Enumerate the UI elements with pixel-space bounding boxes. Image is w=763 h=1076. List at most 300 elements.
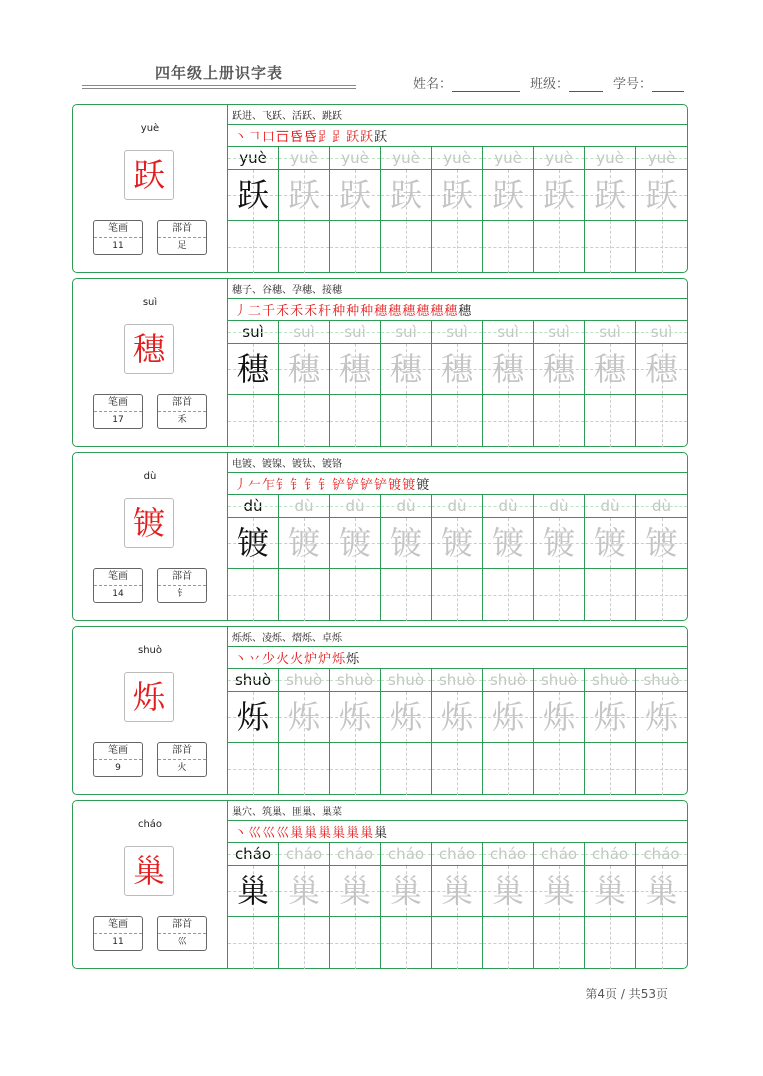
character-info (73, 105, 227, 272)
practice-column (636, 669, 687, 795)
stroke-step: 钅 (304, 478, 319, 493)
hanzi-cell[interactable] (636, 866, 687, 917)
stroke-step: 二 (248, 304, 263, 319)
pinyin-text: yuè (443, 149, 471, 167)
pinyin-cell[interactable] (483, 669, 533, 692)
hanzi-text: 穗 (440, 350, 473, 388)
blank-writing-cell[interactable] (534, 917, 584, 969)
pinyin-text: yuè (596, 149, 624, 167)
pinyin-cell[interactable] (330, 147, 380, 170)
stroke-count-label: 笔画 (94, 395, 142, 412)
blank-writing-cell[interactable] (330, 395, 380, 447)
hanzi-text: 跃 (593, 176, 626, 214)
pinyin-text: dù (294, 497, 314, 515)
stroke-order-row (228, 124, 688, 145)
stroke-order-row (228, 298, 688, 319)
hanzi-cell[interactable] (228, 170, 278, 221)
stroke-step: 炉 (318, 652, 333, 667)
stroke-step: 巢 (332, 826, 347, 841)
stroke-step: 钅 (290, 478, 305, 493)
pinyin-text: yuè (290, 149, 318, 167)
blank-writing-cell[interactable] (381, 221, 431, 273)
practice-column (483, 321, 534, 447)
hanzi-text: 镀 (542, 524, 575, 562)
pinyin-text: dù (243, 497, 263, 515)
radical-label: 部首 (158, 743, 206, 760)
pinyin-text: dù (447, 497, 467, 515)
hanzi-text: 巢 (338, 872, 371, 910)
hanzi-cell[interactable] (585, 692, 635, 743)
hanzi-cell[interactable] (636, 344, 687, 395)
character-card (72, 278, 688, 447)
pinyin-text: suì (548, 323, 570, 341)
pinyin-cell[interactable] (585, 669, 635, 692)
stroke-step: 丷 (248, 652, 263, 667)
pinyin-cell[interactable] (483, 147, 533, 170)
pinyin-cell[interactable] (330, 495, 380, 518)
blank-writing-cell[interactable] (534, 221, 584, 273)
blank-writing-cell[interactable] (381, 569, 431, 621)
stroke-step: 𠯑 (304, 130, 319, 145)
hanzi-cell[interactable] (279, 170, 329, 221)
pinyin-text: shuò (234, 671, 271, 689)
hanzi-text: 烁 (593, 698, 626, 736)
hanzi-cell[interactable] (279, 344, 329, 395)
blank-writing-cell[interactable] (585, 395, 635, 447)
stroke-step: 铲 (332, 478, 347, 493)
hanzi-cell[interactable] (585, 344, 635, 395)
pinyin-cell[interactable] (636, 843, 687, 866)
stroke-step: 穗 (388, 304, 403, 319)
hanzi-cell[interactable] (483, 344, 533, 395)
practice-column (279, 321, 330, 447)
stroke-order-row (228, 646, 688, 667)
blank-writing-cell[interactable] (432, 917, 482, 969)
stroke-step: 钅 (318, 478, 333, 493)
blank-writing-cell[interactable] (228, 569, 278, 621)
pinyin-text: yuè (341, 149, 369, 167)
radical-label: 部首 (158, 395, 206, 412)
blank-writing-cell[interactable] (585, 221, 635, 273)
hanzi-cell[interactable] (381, 692, 431, 743)
stroke-step: 巢 (290, 826, 305, 841)
pinyin-cell[interactable] (585, 843, 635, 866)
stroke-step: 穗 (374, 304, 389, 319)
blank-writing-cell[interactable] (483, 743, 533, 795)
stroke-step: 跃 (374, 130, 389, 145)
stroke-step: 镀 (416, 478, 431, 493)
practice-column (585, 669, 636, 795)
pinyin-cell[interactable] (534, 669, 584, 692)
practice-column (330, 843, 381, 969)
pinyin-cell[interactable] (381, 495, 431, 518)
blank-writing-cell[interactable] (228, 743, 278, 795)
stroke-step: 穗 (416, 304, 431, 319)
hanzi-cell[interactable] (432, 866, 482, 917)
blank-writing-cell[interactable] (381, 395, 431, 447)
stroke-step: 禾 (290, 304, 305, 319)
pinyin-cell[interactable] (381, 843, 431, 866)
hanzi-cell[interactable] (483, 692, 533, 743)
stroke-step: 𧾷 (318, 130, 333, 145)
pinyin-cell[interactable] (381, 321, 431, 344)
blank-writing-cell[interactable] (279, 569, 329, 621)
stroke-step: 镀 (402, 478, 417, 493)
stroke-step: 铲 (346, 478, 361, 493)
pinyin-text: dù (651, 497, 672, 515)
hanzi-cell[interactable] (636, 170, 687, 221)
class-blank[interactable] (569, 79, 603, 92)
hanzi-text: 穗 (593, 350, 626, 388)
radical-value: 火 (177, 763, 187, 773)
practice-grid (228, 842, 688, 969)
hanzi-text: 巢 (645, 872, 678, 910)
pinyin-cell[interactable] (279, 843, 329, 866)
blank-writing-cell[interactable] (432, 221, 482, 273)
practice-column (279, 669, 330, 795)
hanzi-text: 镀 (593, 524, 626, 562)
character-card (72, 104, 688, 273)
pinyin-cell[interactable] (636, 147, 687, 170)
stroke-step: 烁 (332, 652, 347, 667)
hanzi-cell[interactable] (381, 866, 431, 917)
stroke-step: 巛 (262, 826, 277, 841)
pinyin-cell[interactable] (636, 495, 687, 518)
character-pinyin: yuè (140, 123, 160, 134)
hanzi-text: 镀 (440, 524, 473, 562)
hanzi-text: 穗 (645, 350, 678, 388)
hanzi-text: 跃 (236, 176, 269, 214)
example-words: 穗子、谷穗、孕穗、接穗 (232, 285, 342, 296)
hanzi-cell[interactable] (483, 866, 533, 917)
blank-writing-cell[interactable] (636, 917, 687, 969)
hanzi-cell[interactable] (330, 692, 380, 743)
blank-writing-cell[interactable] (483, 395, 533, 447)
pinyin-cell[interactable] (534, 147, 584, 170)
blank-writing-cell[interactable] (432, 743, 482, 795)
hanzi-cell[interactable] (279, 866, 329, 917)
character-card (72, 452, 688, 621)
radical-box (157, 394, 207, 429)
title-underline (82, 85, 356, 86)
pinyin-cell[interactable] (585, 147, 635, 170)
practice-grid (228, 146, 688, 273)
blank-writing-cell[interactable] (636, 569, 687, 621)
hanzi-cell[interactable] (585, 170, 635, 221)
blank-writing-cell[interactable] (381, 917, 431, 969)
pinyin-cell[interactable] (585, 495, 635, 518)
hanzi-cell[interactable] (381, 518, 431, 569)
blank-writing-cell[interactable] (585, 569, 635, 621)
practice-column (381, 147, 432, 273)
hanzi-cell[interactable] (228, 866, 278, 917)
radical-value: 足 (177, 241, 187, 251)
pinyin-text: shuò (285, 671, 322, 689)
hanzi-cell[interactable] (432, 170, 482, 221)
pinyin-text: suì (344, 323, 366, 341)
stroke-order (234, 474, 430, 493)
hanzi-cell[interactable] (381, 170, 431, 221)
pinyin-cell[interactable] (534, 495, 584, 518)
practice-column (228, 843, 279, 969)
practice-column (483, 495, 534, 621)
hanzi-cell[interactable] (534, 866, 584, 917)
stroke-order (234, 300, 472, 319)
blank-writing-cell[interactable] (330, 569, 380, 621)
radical-value: 禾 (177, 415, 187, 425)
blank-writing-cell[interactable] (585, 917, 635, 969)
blank-writing-cell[interactable] (279, 743, 329, 795)
class-field[interactable] (530, 73, 603, 92)
practice-column (381, 495, 432, 621)
blank-writing-cell[interactable] (279, 221, 329, 273)
practice-column (636, 495, 687, 621)
radical-label: 部首 (158, 569, 206, 586)
hanzi-text: 巢 (287, 872, 320, 910)
stroke-step: 穗 (430, 304, 445, 319)
blank-writing-cell[interactable] (483, 569, 533, 621)
pinyin-cell[interactable] (279, 495, 329, 518)
hanzi-text: 穗 (236, 350, 269, 388)
practice-column (432, 843, 483, 969)
pinyin-cell[interactable] (279, 669, 329, 692)
pinyin-text: yuè (647, 149, 676, 167)
stroke-order-row (228, 820, 688, 841)
stroke-count-value: 14 (112, 589, 124, 599)
practice-column (534, 495, 585, 621)
pinyin-cell[interactable] (432, 147, 482, 170)
pinyin-cell[interactable] (636, 669, 687, 692)
hanzi-cell[interactable] (483, 170, 533, 221)
hanzi-cell[interactable] (279, 518, 329, 569)
pinyin-cell[interactable] (228, 147, 278, 170)
practice-column (585, 321, 636, 447)
pinyin-cell[interactable] (228, 495, 278, 518)
pinyin-cell[interactable] (228, 321, 278, 344)
hanzi-cell[interactable] (636, 692, 687, 743)
practice-column (636, 843, 687, 969)
blank-writing-cell[interactable] (228, 917, 278, 969)
hanzi-cell[interactable] (432, 344, 482, 395)
name-field[interactable] (413, 73, 520, 92)
pinyin-cell[interactable] (228, 843, 278, 866)
hanzi-text: 穗 (542, 350, 575, 388)
hanzi-cell[interactable] (330, 518, 380, 569)
character-pinyin: dù (143, 471, 157, 482)
practice-column (381, 321, 432, 447)
stroke-step: 穗 (402, 304, 417, 319)
hanzi-cell[interactable] (432, 518, 482, 569)
hanzi-text: 镀 (236, 524, 269, 562)
practice-column (585, 147, 636, 273)
pinyin-text: cháo (336, 845, 374, 863)
radical-box (157, 568, 207, 603)
hanzi-cell[interactable] (432, 692, 482, 743)
hanzi-cell[interactable] (534, 344, 584, 395)
hanzi-text: 烁 (440, 698, 473, 736)
character-display: 穗 (124, 324, 174, 374)
pinyin-cell[interactable] (432, 495, 482, 518)
hanzi-cell[interactable] (483, 518, 533, 569)
example-words: 电镀、镀镍、镀钛、镀铬 (232, 459, 342, 470)
hanzi-cell[interactable] (534, 518, 584, 569)
pinyin-cell[interactable] (330, 843, 380, 866)
stroke-step: 秆 (318, 304, 333, 319)
pinyin-cell[interactable] (432, 321, 482, 344)
pinyin-text: suì (293, 323, 315, 341)
blank-writing-cell[interactable] (330, 221, 380, 273)
pinyin-cell[interactable] (585, 321, 635, 344)
practice-column (228, 495, 279, 621)
blank-writing-cell[interactable] (432, 569, 482, 621)
practice-column (432, 147, 483, 273)
blank-writing-cell[interactable] (534, 743, 584, 795)
practice-column (585, 495, 636, 621)
hanzi-cell[interactable] (585, 518, 635, 569)
stroke-count-value: 11 (112, 241, 124, 251)
blank-writing-cell[interactable] (330, 743, 380, 795)
hanzi-text: 烁 (389, 698, 422, 736)
practice-grid (228, 320, 688, 447)
practice-column (432, 669, 483, 795)
practice-column (279, 147, 330, 273)
blank-writing-cell[interactable] (534, 569, 584, 621)
practice-column (381, 843, 432, 969)
radical-value: 钅 (177, 589, 187, 599)
pinyin-cell[interactable] (279, 147, 329, 170)
practice-column (381, 669, 432, 795)
practice-area (227, 453, 688, 620)
hanzi-text: 镀 (389, 524, 422, 562)
example-words: 烁烁、凌烁、熠烁、卓烁 (232, 633, 342, 644)
stroke-count-value: 11 (112, 937, 124, 947)
blank-writing-cell[interactable] (483, 221, 533, 273)
stroke-step: 巛 (248, 826, 263, 841)
character-display: 巢 (124, 846, 174, 896)
hanzi-cell[interactable] (279, 692, 329, 743)
pinyin-cell[interactable] (279, 321, 329, 344)
blank-writing-cell[interactable] (636, 395, 687, 447)
pinyin-text: suì (446, 323, 468, 341)
pinyin-cell[interactable] (330, 321, 380, 344)
practice-column (432, 495, 483, 621)
hanzi-cell[interactable] (330, 866, 380, 917)
blank-writing-cell[interactable] (279, 917, 329, 969)
character-card (72, 626, 688, 795)
hanzi-cell[interactable] (228, 692, 278, 743)
practice-column (636, 147, 687, 273)
pinyin-cell[interactable] (432, 669, 482, 692)
stroke-count-label: 笔画 (94, 743, 142, 760)
practice-column (636, 321, 687, 447)
hanzi-text: 烁 (645, 698, 678, 736)
stroke-step: 铲 (374, 478, 389, 493)
blank-writing-cell[interactable] (279, 395, 329, 447)
blank-writing-cell[interactable] (636, 221, 687, 273)
stroke-step: 巛 (276, 826, 291, 841)
pinyin-cell[interactable] (534, 843, 584, 866)
pinyin-text: cháo (438, 845, 476, 863)
hanzi-cell[interactable] (636, 518, 687, 569)
hanzi-text: 烁 (287, 698, 320, 736)
blank-writing-cell[interactable] (330, 917, 380, 969)
hanzi-cell[interactable] (381, 344, 431, 395)
hanzi-text: 烁 (491, 698, 524, 736)
stroke-count-box (93, 394, 143, 429)
stroke-step: 丿 (234, 478, 249, 493)
practice-area (227, 801, 688, 968)
stroke-step: 𠃍 (248, 130, 263, 145)
hanzi-cell[interactable] (228, 344, 278, 395)
stroke-order-row (228, 472, 688, 493)
page-title: 四年级上册识字表 (154, 64, 283, 82)
pinyin-text: suì (650, 323, 673, 341)
pinyin-cell[interactable] (483, 843, 533, 866)
blank-writing-cell[interactable] (432, 395, 482, 447)
stroke-step: 火 (276, 652, 291, 667)
stroke-step: 炉 (304, 652, 319, 667)
pinyin-cell[interactable] (483, 495, 533, 518)
stroke-step: 丶 (234, 652, 249, 667)
character-pinyin: cháo (137, 819, 163, 830)
pinyin-cell[interactable] (432, 843, 482, 866)
hanzi-cell[interactable] (228, 518, 278, 569)
blank-writing-cell[interactable] (228, 221, 278, 273)
stroke-step: 种 (332, 304, 347, 319)
practice-column (330, 321, 381, 447)
stroke-count-value: 9 (115, 763, 121, 773)
hanzi-cell[interactable] (534, 170, 584, 221)
hanzi-text: 巢 (542, 872, 575, 910)
example-words: 巢穴、筑巢、匪巢、巢菜 (232, 807, 342, 818)
pinyin-cell[interactable] (534, 321, 584, 344)
stroke-step: 穗 (458, 304, 473, 319)
number-field[interactable] (613, 73, 684, 92)
pinyin-text: suì (242, 323, 264, 341)
stroke-step: 禾 (304, 304, 319, 319)
blank-writing-cell[interactable] (585, 743, 635, 795)
blank-writing-cell[interactable] (534, 395, 584, 447)
blank-writing-cell[interactable] (483, 917, 533, 969)
name-blank[interactable] (452, 79, 520, 92)
hanzi-cell[interactable] (585, 866, 635, 917)
pinyin-text: shuò (591, 671, 628, 689)
pinyin-cell[interactable] (330, 669, 380, 692)
radical-box (157, 220, 207, 255)
pinyin-cell[interactable] (228, 669, 278, 692)
stroke-step: 乍 (262, 478, 277, 493)
number-label: 学号： (613, 77, 653, 92)
practice-column (279, 843, 330, 969)
hanzi-cell[interactable] (330, 170, 380, 221)
stroke-step: 巢 (318, 826, 333, 841)
pinyin-cell[interactable] (381, 669, 431, 692)
pinyin-cell[interactable] (636, 321, 687, 344)
stroke-step: 巢 (304, 826, 319, 841)
hanzi-cell[interactable] (534, 692, 584, 743)
blank-writing-cell[interactable] (381, 743, 431, 795)
blank-writing-cell[interactable] (636, 743, 687, 795)
pinyin-cell[interactable] (483, 321, 533, 344)
hanzi-cell[interactable] (330, 344, 380, 395)
number-blank[interactable] (652, 79, 684, 92)
practice-area (227, 627, 688, 794)
blank-writing-cell[interactable] (228, 395, 278, 447)
hanzi-text: 烁 (338, 698, 371, 736)
stroke-count-box (93, 568, 143, 603)
hanzi-text: 穗 (287, 350, 320, 388)
pinyin-cell[interactable] (381, 147, 431, 170)
